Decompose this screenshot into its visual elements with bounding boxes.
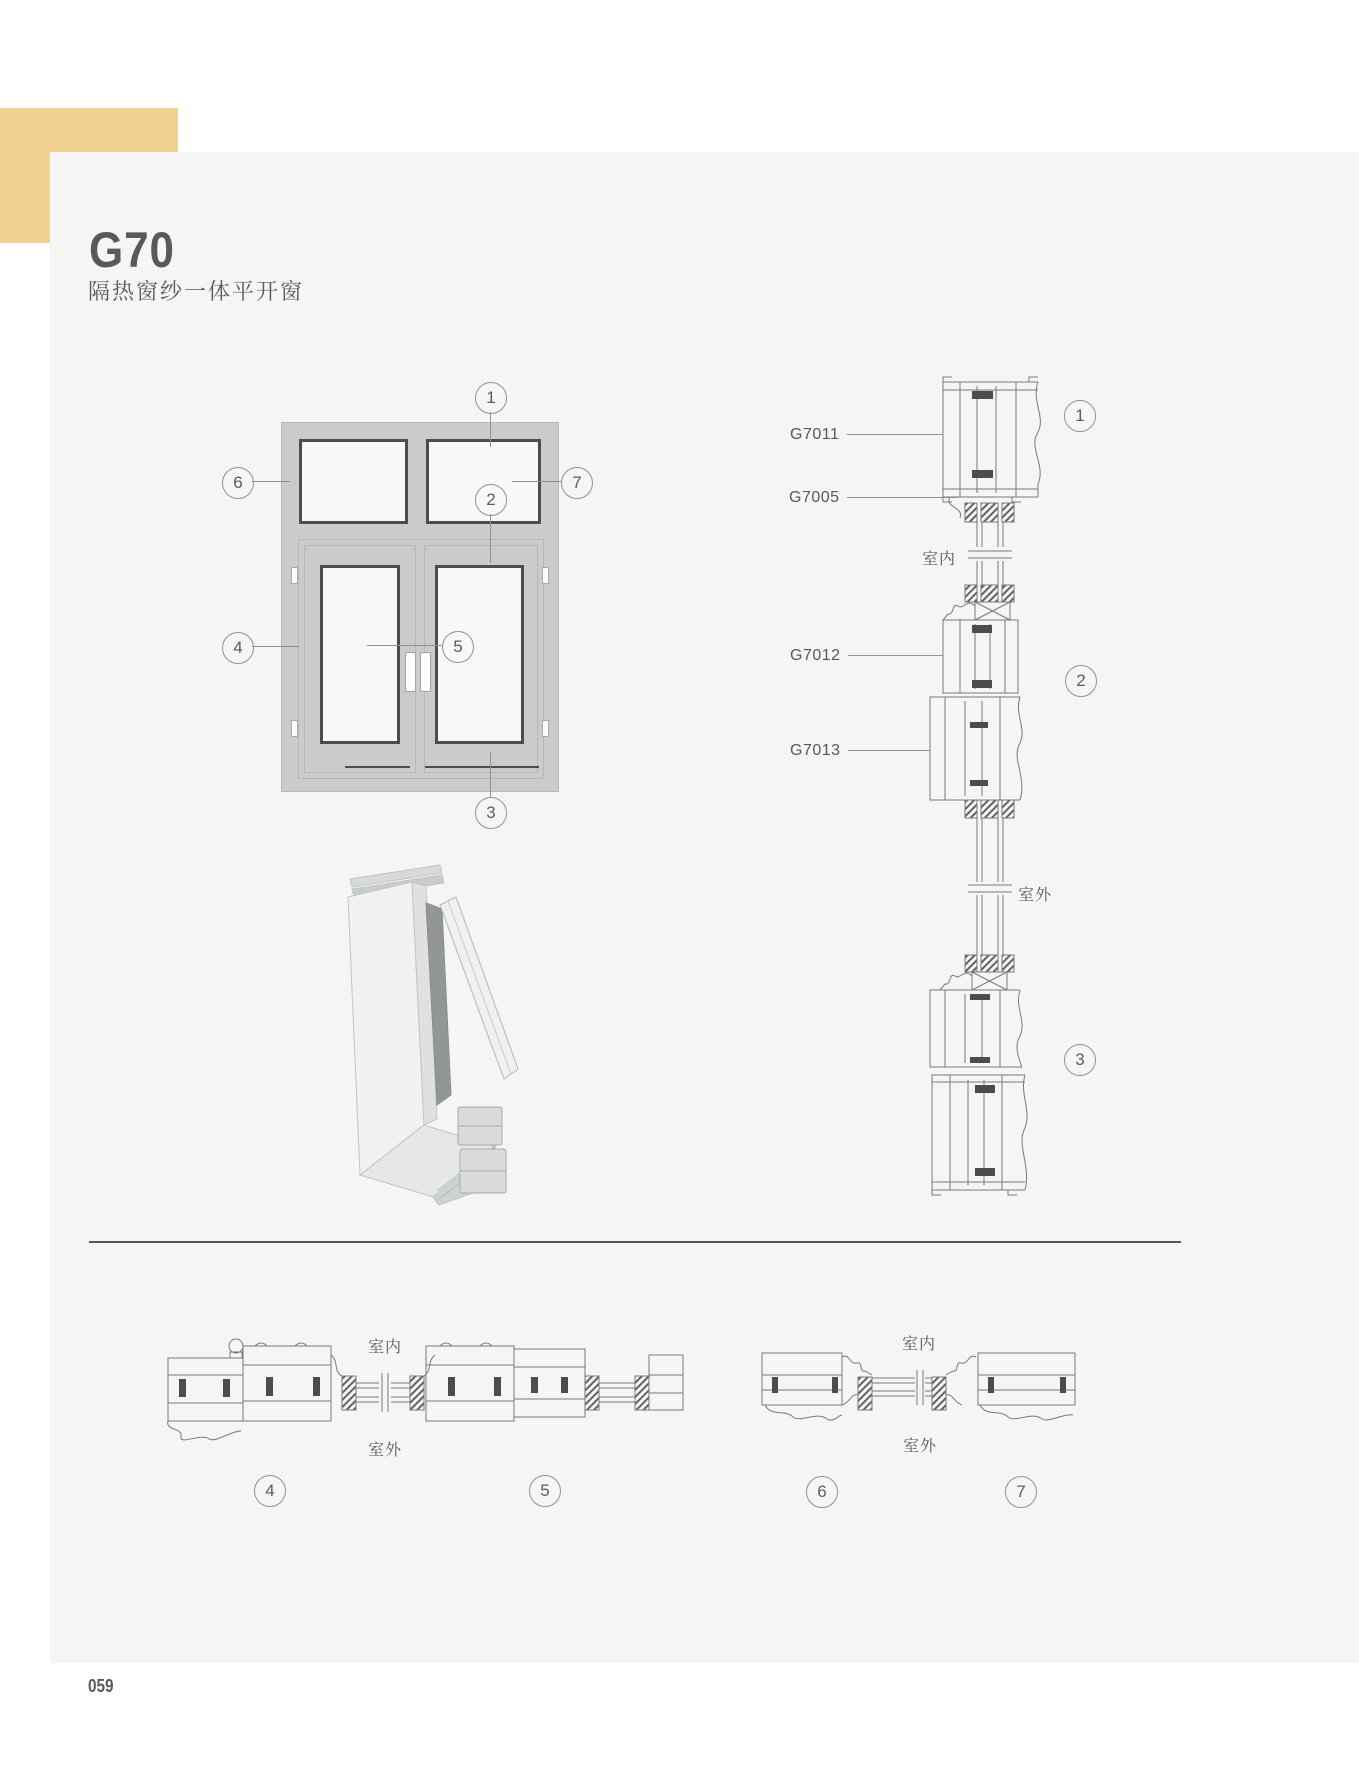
callout-6 <box>222 467 254 499</box>
hsec-callout-6 <box>806 1476 838 1508</box>
leader-line-1 <box>490 412 491 447</box>
hsec-callout-4 <box>254 1475 286 1507</box>
hsec-sash-left <box>243 1343 342 1421</box>
callout-2 <box>475 484 507 516</box>
callout-3-label: 3 <box>486 803 496 822</box>
hsec-sash-right <box>424 1343 514 1421</box>
section-callout-2-label: 2 <box>1076 671 1086 690</box>
callout-2-label: 2 <box>486 490 496 509</box>
callout-3 <box>475 797 507 829</box>
leader-line-5 <box>367 645 442 646</box>
page-number: 059 <box>88 1676 114 1696</box>
horizontal-section-casement-drawing <box>135 1335 695 1445</box>
hinge-right-bottom <box>542 720 549 737</box>
hsec-callout-6-label: 6 <box>817 1482 827 1501</box>
hsec-mullion <box>514 1349 585 1417</box>
hsec-glass-1 <box>356 1373 410 1412</box>
hsec-callout-4-label: 4 <box>265 1481 275 1500</box>
hsec-gasket-4 <box>635 1376 649 1410</box>
section-divider-rule <box>89 1241 1181 1243</box>
section-detail-g7013 <box>930 697 1022 800</box>
callout-4 <box>222 632 254 664</box>
callout-6-label: 6 <box>233 473 243 492</box>
leader-g7005 <box>847 497 958 498</box>
hsec-gasket-2 <box>410 1376 424 1410</box>
glass-pane-3d <box>440 897 518 1079</box>
hsec-glass-2 <box>599 1383 635 1402</box>
callout-7 <box>561 467 593 499</box>
profile-label-g7012: G7012 <box>790 647 841 664</box>
section-detail-2 <box>943 585 1018 693</box>
elevation-fixed-pane-left <box>299 439 408 524</box>
leader-g7013 <box>848 750 930 751</box>
page-title: G70 <box>89 222 175 278</box>
leader-g7011 <box>847 434 943 435</box>
hsec-fixed-glass <box>872 1370 932 1405</box>
hsec-callout-7 <box>1005 1476 1037 1508</box>
profile-chambers-3d <box>458 1107 506 1193</box>
profile-label-g7011: G7011 <box>790 426 840 443</box>
hsec-fixed-right-stop <box>946 1356 976 1405</box>
profile-label-g7005: G7005 <box>789 489 840 506</box>
hsec-fixed-gasket-left <box>858 1377 872 1410</box>
callout-5 <box>442 631 474 663</box>
leader-line-7 <box>512 481 561 482</box>
horizontal-section-fixed-drawing <box>755 1345 1085 1440</box>
callout-4-label: 4 <box>233 638 243 657</box>
hsec-callout-7-label: 7 <box>1016 1482 1026 1501</box>
section-glass-b <box>968 818 1012 955</box>
indoor-label-casement: 室内 <box>368 1339 403 1356</box>
hinge-left-top <box>291 567 298 584</box>
section-callout-1 <box>1064 400 1096 432</box>
sill-glazing-line-right <box>425 766 539 768</box>
elevation-sash-glass-left <box>320 565 400 744</box>
outdoor-label-vertical: 室外 <box>1018 887 1053 904</box>
hsec-fixed-gasket-right <box>932 1377 946 1410</box>
indoor-label-fixed: 室内 <box>902 1336 937 1353</box>
page-subtitle: 隔热窗纱一体平开窗 <box>88 279 305 304</box>
section-callout-2 <box>1065 665 1097 697</box>
sill-glazing-line-left <box>345 766 410 768</box>
section-callout-3-label: 3 <box>1075 1050 1085 1069</box>
window-handle-right <box>420 652 431 692</box>
section-gasket-b <box>965 800 1014 818</box>
hinge-right-top <box>542 567 549 584</box>
hinge-left-bottom <box>291 720 298 737</box>
hsec-left-frame <box>168 1339 243 1440</box>
leader-line-3 <box>490 752 491 797</box>
hsec-callout-5 <box>529 1475 561 1507</box>
section-callout-3 <box>1064 1044 1096 1076</box>
section-glass-a <box>968 522 1012 585</box>
leader-line-2 <box>490 514 491 563</box>
hsec-end-block <box>649 1355 683 1410</box>
callout-1-label: 1 <box>486 388 496 407</box>
profile-label-g7013: G7013 <box>790 742 841 759</box>
indoor-label-vertical: 室内 <box>922 551 957 568</box>
hsec-fixed-left-frame <box>762 1353 842 1420</box>
callout-1 <box>475 382 507 414</box>
section-detail-3 <box>930 955 1022 1067</box>
profile-corner-3d-render <box>290 855 550 1205</box>
section-callout-1-label: 1 <box>1075 406 1085 425</box>
outdoor-label-fixed: 室外 <box>903 1438 938 1455</box>
hsec-fixed-right-frame <box>978 1353 1075 1420</box>
leader-line-4 <box>252 646 299 647</box>
leader-g7012 <box>848 655 943 656</box>
callout-7-label: 7 <box>572 473 582 492</box>
section-detail-sill-frame <box>932 1075 1027 1195</box>
hsec-gasket-3 <box>585 1376 599 1410</box>
vertical-section-drawing <box>920 370 1120 1200</box>
hsec-gasket-1 <box>342 1376 356 1410</box>
callout-5-label: 5 <box>453 637 463 656</box>
window-handle-left <box>405 652 416 692</box>
outdoor-label-casement: 室外 <box>368 1442 403 1459</box>
window-elevation <box>281 422 559 792</box>
section-gasket-a <box>965 503 1014 522</box>
leader-line-6 <box>252 481 290 482</box>
hsec-callout-5-label: 5 <box>540 1481 550 1500</box>
